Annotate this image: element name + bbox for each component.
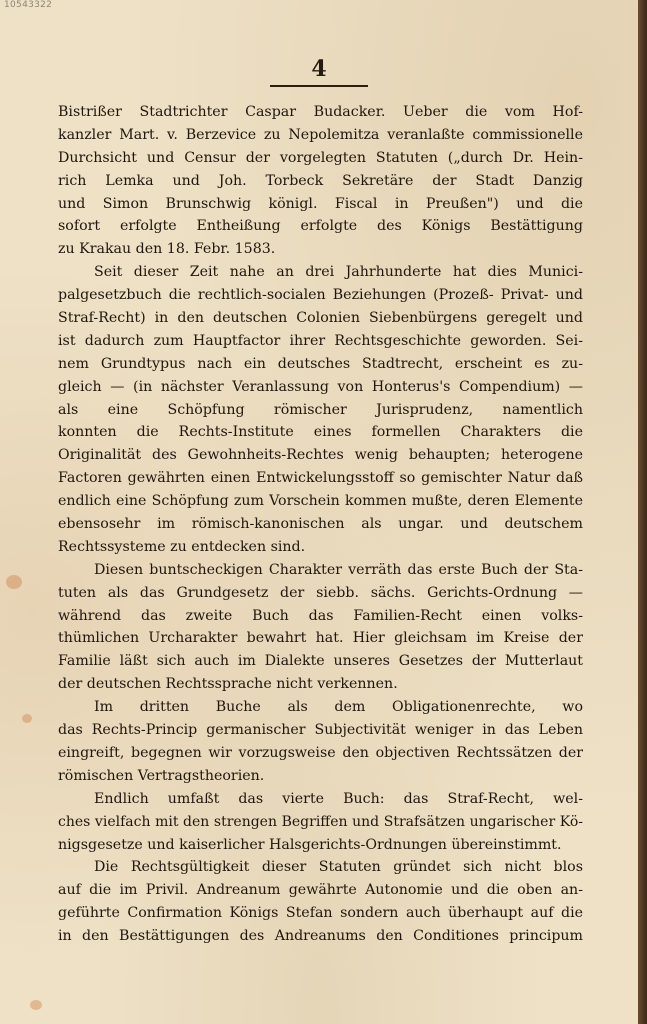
text-line: Endlich umfaßt das vierte Buch: das Straf-Recht, wel- (94, 790, 583, 807)
text-line: Rechtssysteme zu entdecken sind. (58, 538, 306, 555)
text-line: endlich eine Schöpfung zum Vorschein kommen mußte, deren Elemente (58, 493, 583, 510)
foxing-stain (22, 714, 32, 723)
text-line: nigsgesetze und kaiserlicher Halsgerichts-Ordnungen übereinstimmt. (58, 836, 562, 853)
text-line: ebensosehr im römisch-kanonischen als ungar. und deutschem (58, 516, 583, 533)
text-line: kanzler Mart. v. Berzevice zu Nepolemitza veranlaßte commissionelle (58, 126, 583, 143)
text-line: Im dritten Buche als dem Obligationenrechte, wo (94, 699, 583, 716)
page-number: 4 (311, 56, 327, 82)
foxing-stain (30, 1000, 42, 1010)
text-line: palgesetzbuch die rechtlich-socialen Beziehungen (Prozeß- Privat- und (58, 287, 583, 304)
text-line: rich Lemka und Joh. Torbeck Sekretäre der Stadt Danzig (58, 172, 583, 189)
text-line: ches vielfach mit den strengen Begriffen und Strafsätzen ungarischer Kö- (58, 813, 583, 830)
text-line: römischen Vertragstheorien. (58, 767, 265, 784)
text-line: in den Bestättigungen des Andreanums den Conditiones principum (58, 928, 583, 945)
header-rule (270, 85, 368, 87)
text-line: Seit dieser Zeit nahe an drei Jahrhunderte hat dies Munici- (94, 264, 583, 281)
body-text (58, 101, 583, 948)
text-line: auf die im Privil. Andreanum gewährte Autonomie und die oben an- (58, 882, 583, 899)
text-line: Originalität des Gewohnheits-Rechtes wenig behaupten; heterogene (58, 447, 583, 464)
text-line: Familie läßt sich auch im Dialekte unseres Gesetzes der Mutterlaut (58, 653, 583, 670)
text-line: Diesen buntscheckigen Charakter verräth das erste Buch der Sta- (94, 561, 583, 578)
text-line: und Simon Brunschwig königl. Fiscal in Preußen") und die (58, 195, 583, 212)
text-line: Bistrißer Stadtrichter Caspar Budacker. Ueber die vom Hof- (58, 104, 583, 120)
foxing-stain (6, 575, 22, 589)
text-line: geführte Confirmation Königs Stefan sondern auch überhaupt auf die (58, 905, 583, 922)
book-spine-edge (638, 0, 647, 1024)
text-line: ist dadurch zum Hauptfactor ihrer Rechtsgeschichte geworden. Sei- (58, 332, 583, 349)
text-line: konnten die Rechts-Institute eines formellen Charakters die (58, 424, 583, 441)
text-line: Factoren gewährten einen Entwickelungsstoff so gemischter Natur daß (58, 470, 583, 487)
catalog-id: 10543322 (4, 0, 53, 10)
text-line: der deutschen Rechtssprache nicht verkennen. (58, 676, 398, 693)
text-line: das Rechts-Princip germanischer Subjectivität weniger in das Leben (58, 722, 583, 739)
text-line: zu Krakau den 18. Febr. 1583. (58, 241, 276, 258)
text-line: tuten als das Grundgesetz der siebb. sächs. Gerichts-Ordnung — (58, 584, 583, 601)
text-line: als eine Schöpfung römischer Jurisprudenz, namentlich (58, 401, 583, 418)
text-line: Straf-Recht) in den deutschen Colonien Siebenbürgens geregelt und (58, 310, 583, 327)
text-line: Die Rechtsgültigkeit dieser Statuten gründet sich nicht blos (94, 859, 583, 876)
text-line: gleich — (in nächster Veranlassung von Honterus's Compendium) — (58, 378, 583, 395)
text-line: während das zweite Buch das Familien-Recht einen volks- (58, 607, 583, 624)
text-line: Durchsicht und Censur der vorgelegten Statuten („durch Dr. Hein- (58, 149, 583, 166)
text-line: nem Grundtypus nach ein deutsches Stadtrecht, erscheint es zu- (58, 355, 583, 372)
text-line: sofort erfolgte Entheißung erfolgte des Königs Bestättigung (58, 218, 583, 235)
text-line: thümlichen Urcharakter bewahrt hat. Hier gleichsam im Kreise der (58, 630, 583, 647)
text-line: eingreift, begegnen wir vorzugsweise den objectiven Rechtssätzen der (58, 744, 583, 761)
